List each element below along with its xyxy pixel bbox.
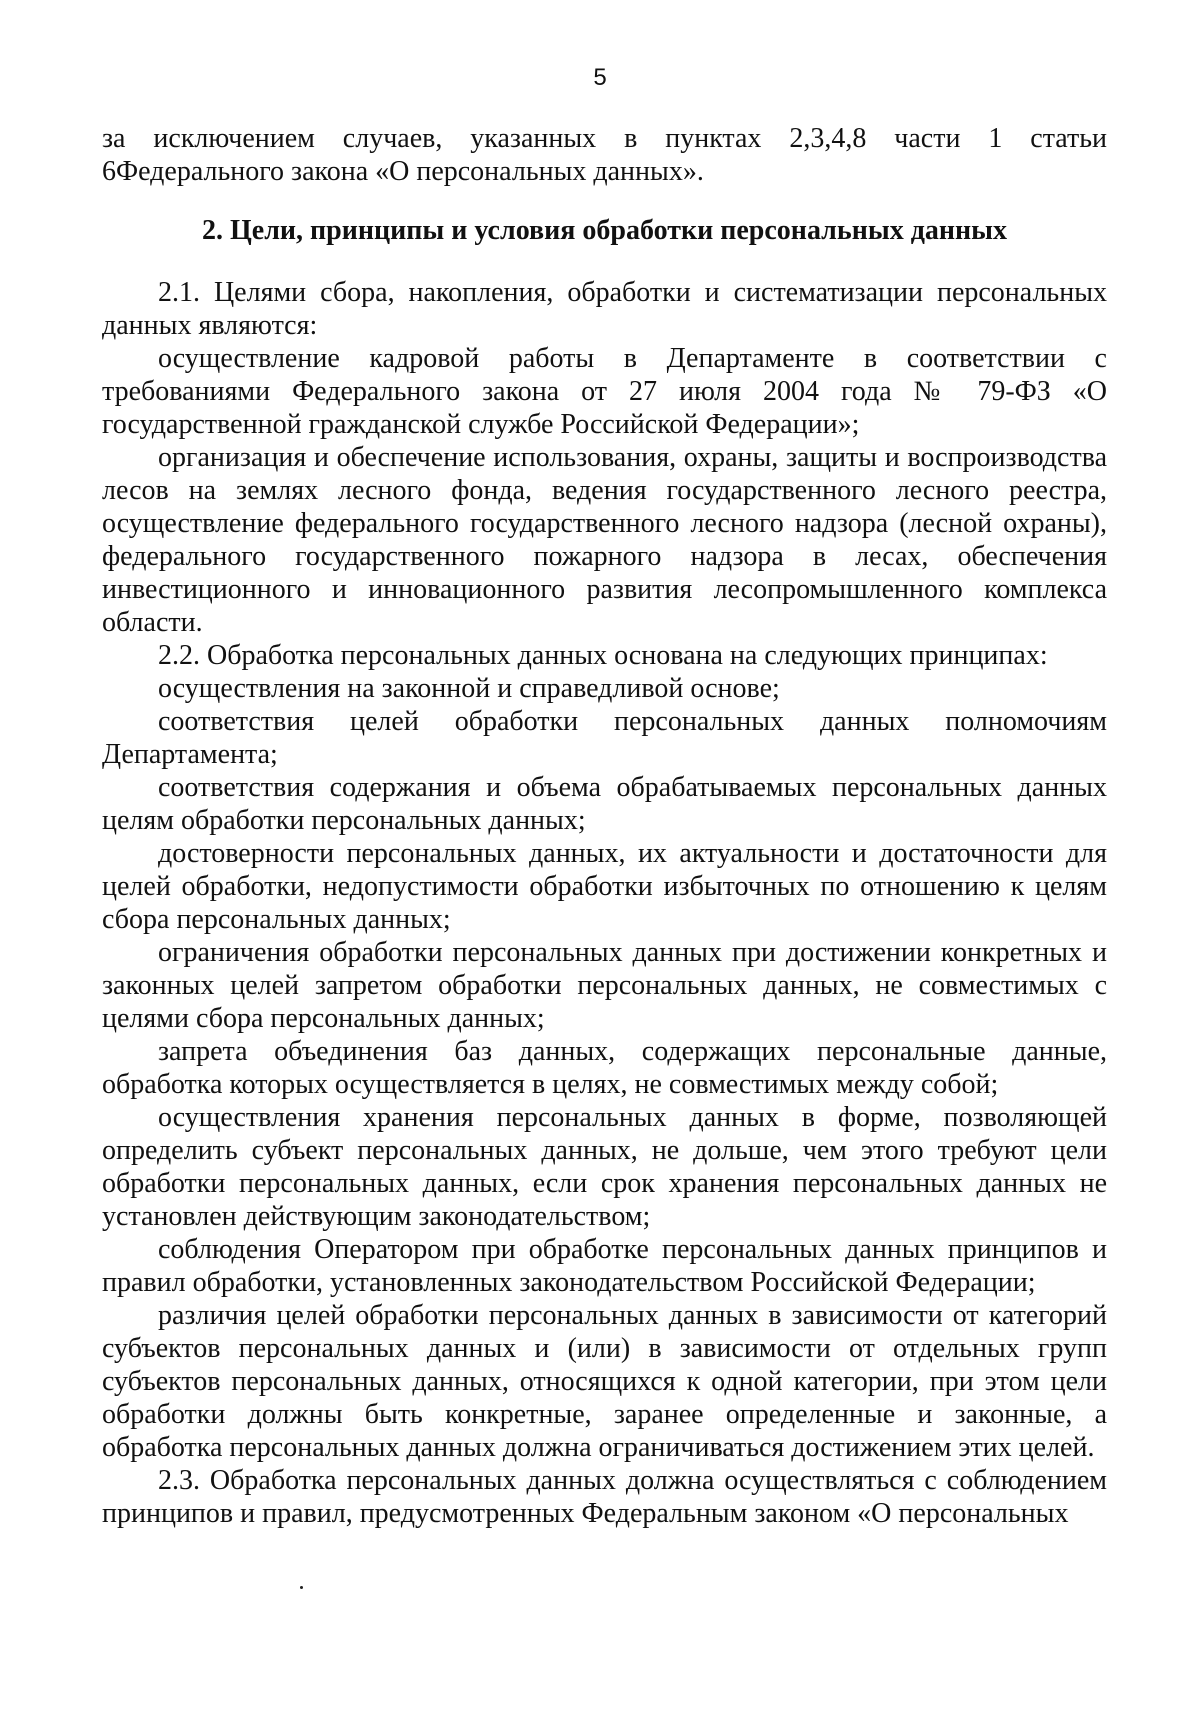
paragraph-principle-categories: различия целей обработки персональных данных в зависимости от категорий субъектов персональных данных и (или) в зависимости от отдельных групп субъектов персональных данных, относящихся к одной категории, при этом цели обработки должны быть конкретные, заранее определенные и законные, а обработка персональных данных должна ограничиваться достижением этих целей. [102, 1300, 1107, 1463]
paragraph-principle-no-merge: запрета объединения баз данных, содержащих персональные данные, обработка которых осуществляется в целях, не совместимых между собой; [102, 1036, 1107, 1100]
scan-speck [300, 1586, 303, 1589]
paragraph-2-2: 2.2. Обработка персональных данных основана на следующих принципах: [158, 640, 1048, 671]
paragraph-principle-storage: осуществления хранения персональных данных в форме, позволяющей определить субъект персональных данных, не дольше, чем этого требуют цели обработки персональных данных, если срок хранения персональных данных не установлен действующим законодательством; [102, 1102, 1107, 1232]
page-number: 5 [593, 64, 607, 91]
paragraph-2-1: 2.1. Целями сбора, накопления, обработки и систематизации персональных данных являются: [102, 277, 1107, 341]
section-heading: 2. Цели, принципы и условия обработки персональных данных [202, 215, 1007, 246]
paragraph-principle-lawful: осуществления на законной и справедливой основе; [158, 673, 780, 704]
paragraph-purpose-hr: осуществление кадровой работы в Департаменте в соответствии с требованиями Федерального закона от 27 июля 2004 года № 79-ФЗ «О государственной гражданской службе Российской Федерации»; [102, 343, 1107, 440]
paragraph-principle-accuracy: достоверности персональных данных, их актуальности и достаточности для целей обработки, недопустимости обработки избыточных по отношению к целям сбора персональных данных; [102, 838, 1107, 935]
document-body [102, 122, 1107, 1530]
paragraph-continuation: за исключением случаев, указанных в пунктах 2,3,4,8 части 1 статьи 6Федерального закона «О персональных данных». [102, 123, 1107, 187]
paragraph-principle-volume: соответствия содержания и объема обрабатываемых персональных данных целям обработки персональных данных; [102, 772, 1107, 836]
paragraph-principle-limitation: ограничения обработки персональных данных при достижении конкретных и законных целей запретом обработки персональных данных, не совместимых с целями сбора персональных данных; [102, 937, 1107, 1034]
paragraph-principle-compliance: соблюдения Оператором при обработке персональных данных принципов и правил обработки, установленных законодательством Российской Федерации; [102, 1234, 1107, 1298]
paragraph-2-3: 2.3. Обработка персональных данных должна осуществляться с соблюдением принципов и правил, предусмотренных Федеральным законом «О персональных [102, 1465, 1107, 1529]
paragraph-principle-purpose-match: соответствия целей обработки персональных данных полномочиям Департамента; [102, 706, 1107, 770]
paragraph-purpose-forestry: организация и обеспечение использования, охраны, защиты и воспроизводства лесов на землях лесного фонда, ведения государственного лесного реестра, осуществление федерального государственного лесного надзора (лесной охраны), федерального государственного пожарного надзора в лесах, обеспечения инвестиционного и инновационного развития лесопромышленного комплекса области. [102, 442, 1107, 638]
